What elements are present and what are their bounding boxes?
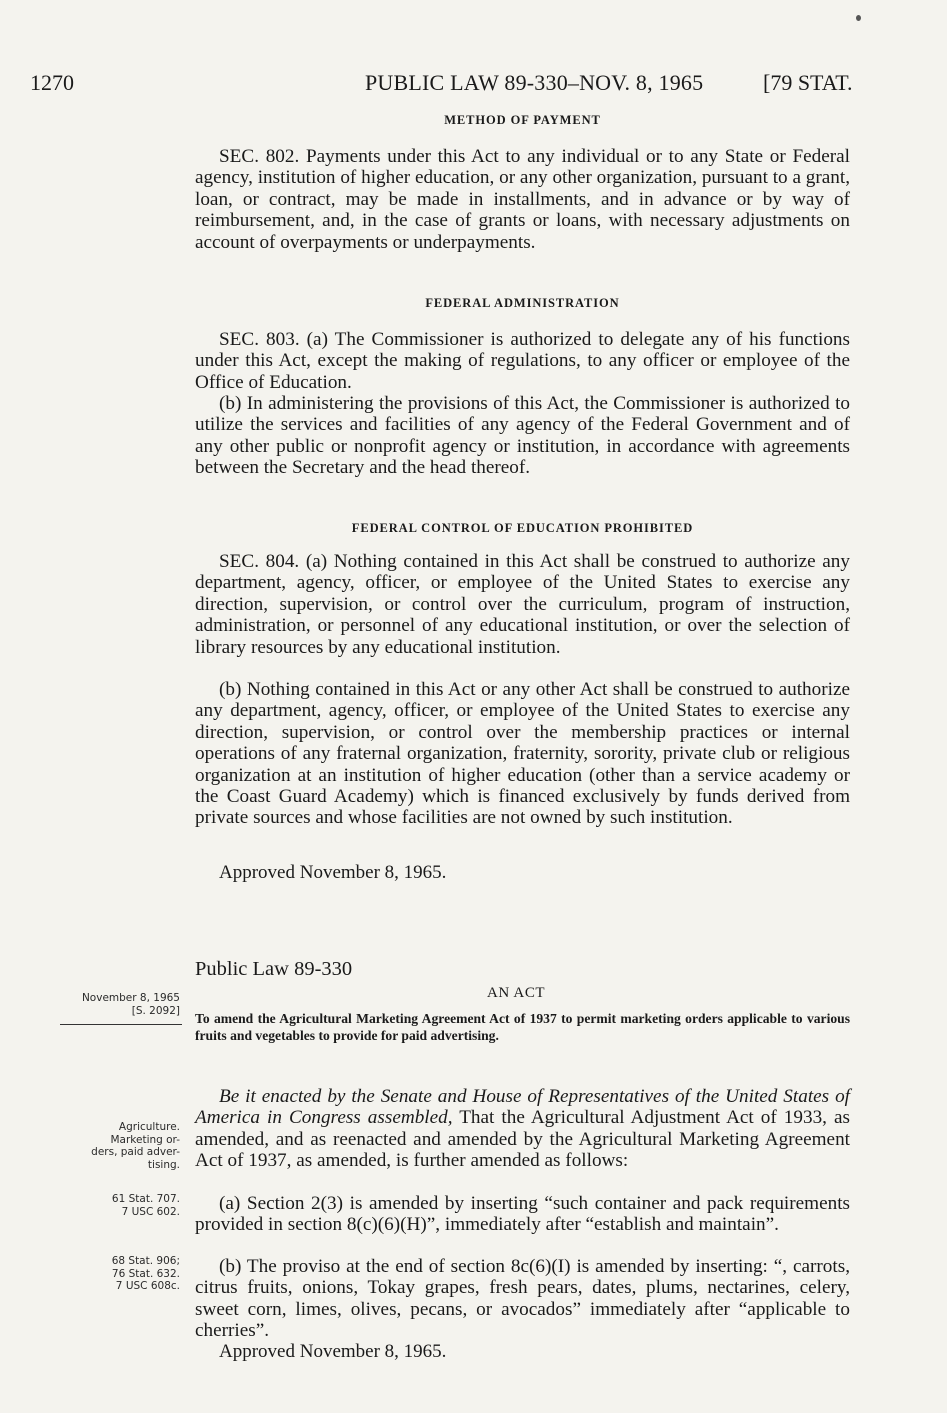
amendment-a-text: (a) Section 2(3) is amended by inserting “such container and pack requirements provided in section 8(c)(6)(H)”, immediately after “establish and maintain”. [195,1193,850,1236]
margin-cite-line: 76 Stat. 632. [111,1267,180,1280]
margin-cite-line: 68 Stat. 906; [111,1255,180,1267]
margin-date: November 8, 1965 [81,992,180,1004]
heading-federal-administration: FEDERAL ADMINISTRATION [425,296,620,310]
page-header [0,70,947,102]
amendment-b-text: (b) The proviso at the end of section 8c(6)(I) is amended by inserting: “, carrots, citrus fruits, onions, Tokay grapes, fresh pears, dates, plums, nectarines, celery, sweet corn, limes, olives, pecans, or avocados” immediately after “applicable to cherries”. [195,1256,850,1342]
margin-cite-line: 61 Stat. 707. [111,1193,180,1205]
section-802-text: SEC. 802. Payments under this Act to any individual or to any State or Federal agency, institution of higher education, or any other organization, pursuant to a grant, loan, or contract, may be made in installments, and in advance or by way of reimbursement, and, in the case of grants or loans, with necessary adjustments on account of overpayments or underpayments. [195,146,850,253]
running-title: PUBLIC LAW 89-330–NOV. 8, 1965 [365,70,704,95]
act-abstract: To amend the Agricultural Marketing Agreement Act of 1937 to permit marketing orders applicable to various fruits and vegetables to provide for paid advertising. [195,1011,850,1043]
public-law-title: Public Law 89-330 [195,958,353,980]
page-number: 1270 [30,70,74,95]
margin-note-date [30,992,180,1017]
margin-rule [60,1024,182,1025]
margin-topic-line: ders, paid adver- [91,1146,180,1159]
enacting-rest: That the Agricultural Adjustment Act of 1933, as amended, and as reenacted and amended by the Agricultural Marketing Agreement Act of 1937, as amended, is further amended as follows: [195,1107,850,1172]
approved-date-1: Approved November 8, 1965. [219,862,447,883]
heading-method-of-payment: METHOD OF PAYMENT [444,113,601,127]
section-804b-text: (b) Nothing contained in this Act or any other Act shall be construed to authorize any department, agency, officer, or employee of the United States to exercise any direction, supervision, or control over the membership practices or internal operations of any fraternal organization, fraternity, sorority, private club or religious organization at an institution of higher education (other than a service academy or the Coast Guard Academy) which is financed exclusively by funds derived from private sources and whose facilities are not owned by such institution. [195,679,850,829]
margin-note-cite-1 [30,1193,180,1218]
enacting-clause [195,1086,850,1172]
margin-topic-line: Agriculture. [118,1121,180,1133]
margin-cite-line: 7 USC 608c. [115,1280,180,1293]
statute-reference: [79 STAT. [763,70,853,95]
section-803b-text: (b) In administering the provisions of this Act, the Commissioner is authorized to utilize the services and facilities of any agency of the Federal Government and of any other public or nonprofit agency or institution, in accordance with agreements between the Secretary and the head thereof. [195,393,850,479]
margin-cite-line: 7 USC 602. [121,1205,180,1218]
margin-topic-line: Marketing or- [110,1133,180,1146]
section-804a-text: SEC. 804. (a) Nothing contained in this Act shall be construed to authorize any department, agency, officer, or employee of the United States to exercise any direction, supervision, or control over the curriculum, program of instruction, administration, or personnel of any educational institution, or over the selection of library resources by any educational institution. [195,551,850,658]
margin-bill: [S. 2092] [131,1004,180,1017]
an-act-label: AN ACT [487,985,546,1001]
margin-topic-line: tising. [147,1158,180,1171]
enacting-italic: Be it enacted by the Senate and House of Representatives of the United States of America in Congress assembled, [195,1086,850,1129]
section-803a-text: SEC. 803. (a) The Commissioner is authorized to delegate any of his functions under this Act, except the making of regulations, to any officer or employee of the Office of Education. [195,329,850,393]
margin-note-cite-2 [30,1255,180,1293]
scan-speck [856,15,861,21]
margin-note-topic [30,1121,180,1171]
heading-federal-control: FEDERAL CONTROL OF EDUCATION PROHIBITED [351,521,694,535]
approved-date-2: Approved November 8, 1965. [219,1341,447,1362]
